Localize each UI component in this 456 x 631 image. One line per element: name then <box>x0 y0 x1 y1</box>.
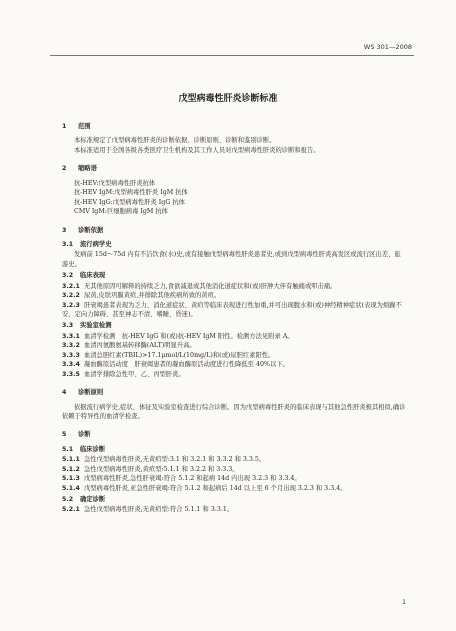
clause-number: 5.1.4 <box>62 484 80 492</box>
subsection-title: 临床表现 <box>80 272 106 280</box>
clause-number: 5.1.2 <box>62 465 80 473</box>
subsection-heading <box>62 271 406 280</box>
clause <box>62 474 406 483</box>
subsection-heading <box>62 240 406 249</box>
subsection-number: 3.3 <box>62 322 74 330</box>
clause-number: 3.3.1 <box>62 332 80 340</box>
section-3-heading <box>62 226 406 235</box>
clause-number: 3.2.3 <box>62 301 80 309</box>
section-title: 范围 <box>78 123 91 130</box>
clause <box>62 484 406 493</box>
paragraph: 依据流行病学史,症状、体征及实验室检查进行综合诊断。因为戊型病毒性肝炎的临床表现与其他急性肝炎极其相似,确诊依赖于特异性的血清学检查。 <box>62 403 406 420</box>
subsection-heading <box>62 321 406 330</box>
clause-number: 5.1.3 <box>62 475 80 483</box>
section-number: 4 <box>62 389 67 397</box>
subsection-number: 3.1 <box>62 240 74 248</box>
section-number: 2 <box>62 165 67 173</box>
document-body <box>62 122 406 515</box>
clause <box>62 455 406 464</box>
subsection-heading <box>62 495 406 504</box>
clause <box>62 282 406 291</box>
document-title: 戊型病毒性肝炎诊断标准 <box>178 94 278 104</box>
section-2-heading <box>62 164 406 173</box>
section-1-heading <box>62 122 406 131</box>
subsection-title: 临床诊断 <box>80 445 106 453</box>
page-number: 1 <box>402 599 406 606</box>
clause-text: 急性戊型病毒性肝炎,黄疸型:5.1.1 和 3.2.2 和 3.3.3。 <box>83 465 239 473</box>
clause <box>62 360 406 369</box>
paragraph: 本标准适用于全国各级各类医疗卫生机构及其工作人员对戊型病毒性肝炎的诊断和报告。 <box>74 146 320 154</box>
clause <box>62 505 406 514</box>
clause-number: 3.3.5 <box>62 370 80 378</box>
abbreviation-item: CMV IgM:巨细胞病毒 IgM 抗体 <box>74 208 168 216</box>
clause-text: 肝衰竭患者表现为乏力、消化道症状、黄疸等临床表现进行性加重,并可出现腹水和(或)神经精神症状(表现为烦躁不安、定向力障碍、甚至神志不清、嗜睡、昏迷)。 <box>62 301 402 318</box>
header-divider <box>50 55 414 56</box>
section-4-heading <box>62 388 406 397</box>
clause-number: 3.3.2 <box>62 342 80 350</box>
subsection-number: 5.2 <box>62 496 74 503</box>
clause <box>62 351 406 360</box>
section-title: 诊断原则 <box>78 389 104 397</box>
clause-text: 急性戊型病毒性肝炎,无黄疸型:3.1 和 3.2.1 和 3.3.2 和 3.3.5。 <box>83 456 266 464</box>
section-title: 缩略语 <box>78 165 97 173</box>
clause-text: 急性戊型病毒性肝炎,无黄疸型:符合 5.1.1 和 3.3.1。 <box>83 506 234 514</box>
clause-text: 戊型病毒性肝炎,亚急性肝衰竭:符合 5.1.2 和起病后 14d 以上至 6 个月出现 3.2.3 和 3.3.4。 <box>83 484 347 492</box>
clause <box>62 301 406 320</box>
paragraph: 发病前 15d～75d 内有不洁饮食(水)史,或有接触戊型病毒性肝炎患者史,或到戊型病毒性肝炎高发区或流行区出差、旅游史。 <box>62 251 401 268</box>
subsection-number: 3.2 <box>62 272 74 280</box>
clause-text: 血清学排除急性甲、乙、丙型肝炎。 <box>83 370 185 378</box>
subsection-title: 确定诊断 <box>80 496 106 503</box>
section-5-heading <box>62 430 406 439</box>
section-title: 诊断 <box>78 431 91 439</box>
section-number: 5 <box>62 431 67 439</box>
clause-number: 5.2.1 <box>62 506 80 514</box>
abbreviation-item: 抗-HEV IgM:戊型病毒性肝炎 IgM 抗体 <box>74 189 188 197</box>
clause <box>62 332 406 341</box>
clause <box>62 370 406 379</box>
clause-text: 血清丙氨酸氨基转移酶(ALT)明显升高。 <box>83 342 196 350</box>
clause-text: 尿黄,皮肤巩膜黄疸,并排除其他疾病所致的黄疸。 <box>83 292 221 300</box>
clause-number: 3.2.1 <box>62 282 80 290</box>
clause-number: 3.3.3 <box>62 351 80 359</box>
section-number: 3 <box>62 226 67 234</box>
clause-text: 凝血酶原活动度 肝衰竭患者的凝血酶原活动度进行性降低至 40%以下。 <box>83 361 289 369</box>
clause-number: 5.1.1 <box>62 456 80 464</box>
section-title: 诊断依据 <box>78 226 104 234</box>
clause <box>62 291 406 300</box>
section-number: 1 <box>62 123 67 130</box>
abbreviation-item: 抗-HEV IgG:戊型病毒性肝炎 IgG 抗体 <box>74 198 185 206</box>
standard-code: WS 301—2008 <box>363 43 412 51</box>
abbreviation-item: 抗-HEV:戊型病毒性肝炎抗体 <box>74 179 156 187</box>
clause-text: 血清学检测 抗-HEV IgG 和(或)抗-HEV IgM 阳性。检测方法见附录 A。 <box>83 332 294 340</box>
subsection-title: 实验室检测 <box>80 322 112 330</box>
paragraph: 本标准规定了戊型病毒性肝炎的诊断依据、诊断原则、诊断和鉴别诊断。 <box>74 137 276 145</box>
subsection-number: 5.1 <box>62 445 74 453</box>
subsection-heading <box>62 445 406 454</box>
clause-text: 戊型病毒性肝炎,急性肝衰竭:符合 5.1.2 和起病 14d 内出现 3.2.3 和 3.3.4。 <box>83 475 301 483</box>
subsection-title: 流行病学史 <box>80 240 112 248</box>
clause <box>62 465 406 474</box>
clause-number: 3.2.2 <box>62 292 80 300</box>
clause-number: 3.3.4 <box>62 361 80 369</box>
clause-text: 血清总胆红素(TBIL)>17.1μmol/L(10mg/L)和(或)尿胆红素阳性。 <box>83 351 275 359</box>
clause <box>62 341 406 350</box>
clause-text: 无其他原因可解释的持续乏力,食欲减退或其他消化道症状和(或)肝肿大伴有触痛或叩击痛。 <box>83 282 337 290</box>
